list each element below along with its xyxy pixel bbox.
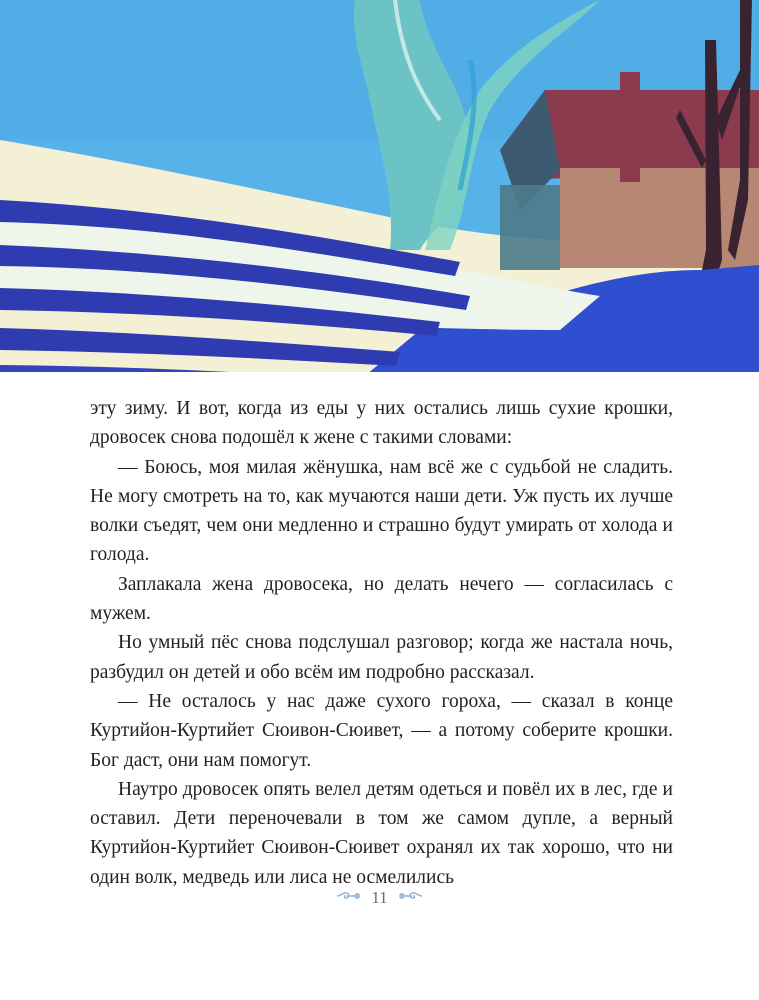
chimney	[620, 72, 640, 182]
paragraph: — Боюсь, моя милая жёнушка, нам всё же с судьбой не сладить. Не могу смотреть на то, как мучаются наши дети. Уж пусть их лучше волки съедят, чем они медленно и страшно будут умирать от холода и голода.	[90, 456, 673, 566]
winter-illustration	[0, 0, 759, 380]
page-number: 11	[371, 888, 388, 907]
page-footer	[0, 888, 759, 908]
paragraph: эту зиму. И вот, когда из еды у них остались лишь сухие крошки, дровосек снова подошёл к жене с такими словами:	[90, 398, 673, 449]
ornament-left-icon	[335, 889, 361, 908]
house-wall	[560, 168, 759, 268]
paragraph: Заплакала жена дровосека, но делать нечего — согласилась с мужем.	[90, 573, 673, 625]
paragraph: Наутро дровосек опять велел детям одеться и повёл их в лес, где и оставил. Дети переночевали в том же самом дупле, а верный Куртийон-Куртийет Сюивон-Сюивет охранял их так хорошо, что ни один волк, медведь или лиса не осмелились	[90, 778, 673, 888]
paragraph: Но умный пёс снова подслушал разговор; когда же настала ночь, разбудил он детей и обо всём им подробно рассказал.	[90, 632, 673, 683]
story-text	[90, 394, 673, 892]
paragraph: — Не осталось у нас даже сухого гороха, — сказал в конце Куртийон-Куртийет Сюивон-Сюивет, — а потому соберите крошки. Бог даст, они нам помогут.	[90, 690, 673, 771]
illustration-art	[0, 0, 759, 380]
ornament-right-icon	[398, 889, 424, 908]
